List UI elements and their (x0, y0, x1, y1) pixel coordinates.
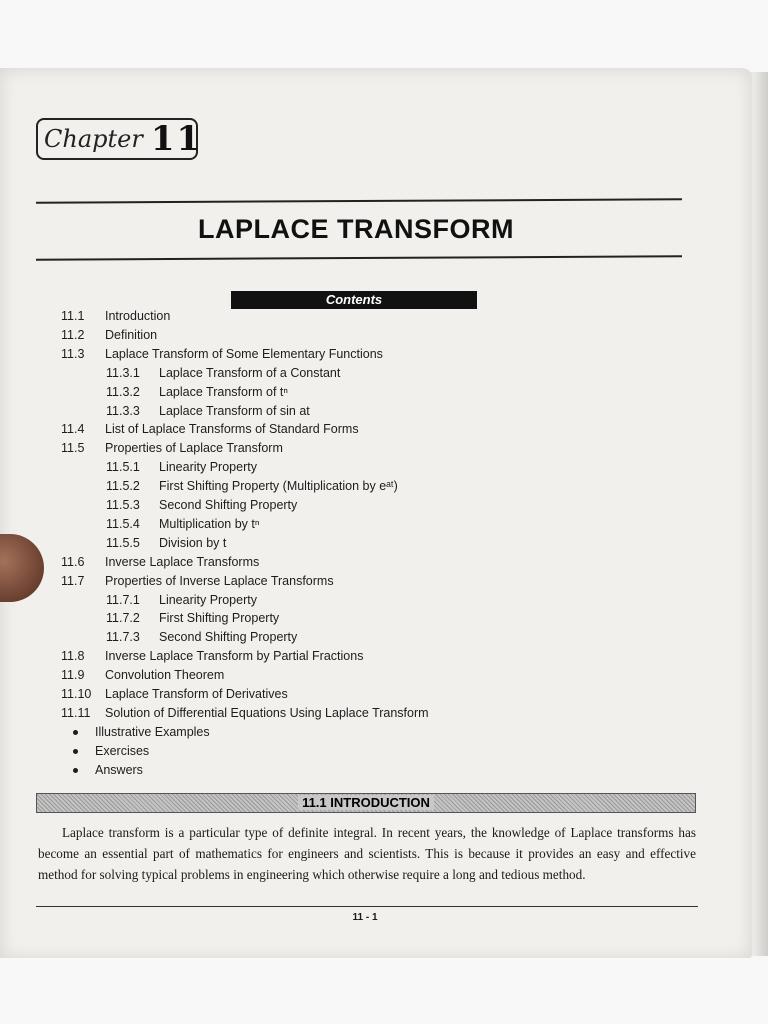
chapter-title: LAPLACE TRANSFORM (198, 214, 514, 244)
toc-number: 11.3.1 (106, 365, 140, 380)
toc-number: 11.9 (61, 668, 85, 683)
chapter-number: 11 (150, 119, 203, 159)
toc-number: 11.7 (61, 573, 85, 588)
toc-text: Exercises (95, 743, 150, 758)
toc-number: 11.1 (61, 309, 85, 323)
toc-text: Inverse Laplace Transform by Partial Fractions (105, 649, 364, 664)
toc-text: Solution of Differential Equations Using Laplace Transform (105, 705, 429, 720)
toc-number: 11.6 (61, 554, 85, 569)
toc-text: Linearity Property (159, 460, 257, 475)
chapter-word: Chapter (44, 125, 143, 153)
intro-paragraph: Laplace transform is a particular type of definite integral. In recent years, the knowledge of Laplace transforms has become an essential part of mathematics for engineers and scientists. This is because it provides an easy and effective method for solving typical problems in engineering which otherwise require a long and tedious method. (38, 825, 696, 882)
toc-number: 11.7.3 (106, 630, 140, 645)
toc-text: Illustrative Examples (95, 724, 210, 739)
toc-number: 11.5.3 (106, 498, 140, 512)
toc-text: Laplace Transform of sin at (159, 403, 310, 418)
toc-number: 11.5.4 (106, 516, 140, 531)
toc-number: 11.10 (61, 687, 92, 701)
toc-text: Definition (105, 327, 158, 342)
toc-text: First Shifting Property (Multiplication by eᵃᵗ) (159, 479, 398, 494)
toc-text: Linearity Property (159, 592, 257, 607)
footer-rule (36, 906, 698, 907)
toc-text: Introduction (105, 309, 171, 323)
section-heading-bar (36, 793, 696, 813)
toc-number: 11.7.1 (106, 592, 140, 607)
toc-number: 11.5.5 (106, 535, 140, 550)
toc-text: Answers (95, 762, 143, 777)
toc-text: Inverse Laplace Transforms (105, 554, 260, 569)
toc-text: List of Laplace Transforms of Standard Forms (105, 422, 359, 437)
toc-number: 11.3 (61, 346, 85, 361)
toc-number: 11.3.2 (106, 384, 140, 399)
toc-text: Multiplication by tⁿ (159, 516, 260, 531)
toc-number: 11.11 (61, 705, 91, 720)
toc-number: 11.3.3 (106, 403, 140, 418)
toc-number: 11.5.2 (106, 479, 140, 494)
page-number: 11 - 1 (352, 912, 378, 923)
toc-number: 11.8 (61, 649, 85, 664)
toc-text: Laplace Transform of tⁿ (159, 384, 288, 399)
toc-text: Second Shifting Property (159, 630, 298, 645)
toc-text: Laplace Transform of Some Elementary Functions (105, 346, 383, 361)
toc-number: 11.5.1 (106, 460, 140, 475)
toc-number: 11.4 (61, 422, 85, 437)
toc-text: Properties of Laplace Transform (105, 441, 283, 456)
toc-text: Division by t (159, 535, 227, 550)
toc-text: Convolution Theorem (105, 668, 225, 683)
contents-heading: Contents (231, 291, 477, 309)
section-heading: 11.1 INTRODUCTION (298, 795, 434, 810)
bullet (73, 768, 78, 773)
toc-text: Properties of Inverse Laplace Transforms (105, 573, 334, 588)
toc-number: 11.5 (61, 441, 85, 456)
toc-text: First Shifting Property (159, 611, 280, 626)
bullet (73, 730, 78, 735)
toc-number: 11.7.2 (106, 611, 140, 626)
toc-text: Second Shifting Property (159, 498, 298, 512)
toc-text: Laplace Transform of a Constant (159, 365, 341, 380)
bullet (73, 749, 78, 754)
background-bottom (0, 958, 768, 1024)
toc-text: Laplace Transform of Derivatives (105, 687, 288, 701)
toc-number: 11.2 (61, 327, 85, 342)
